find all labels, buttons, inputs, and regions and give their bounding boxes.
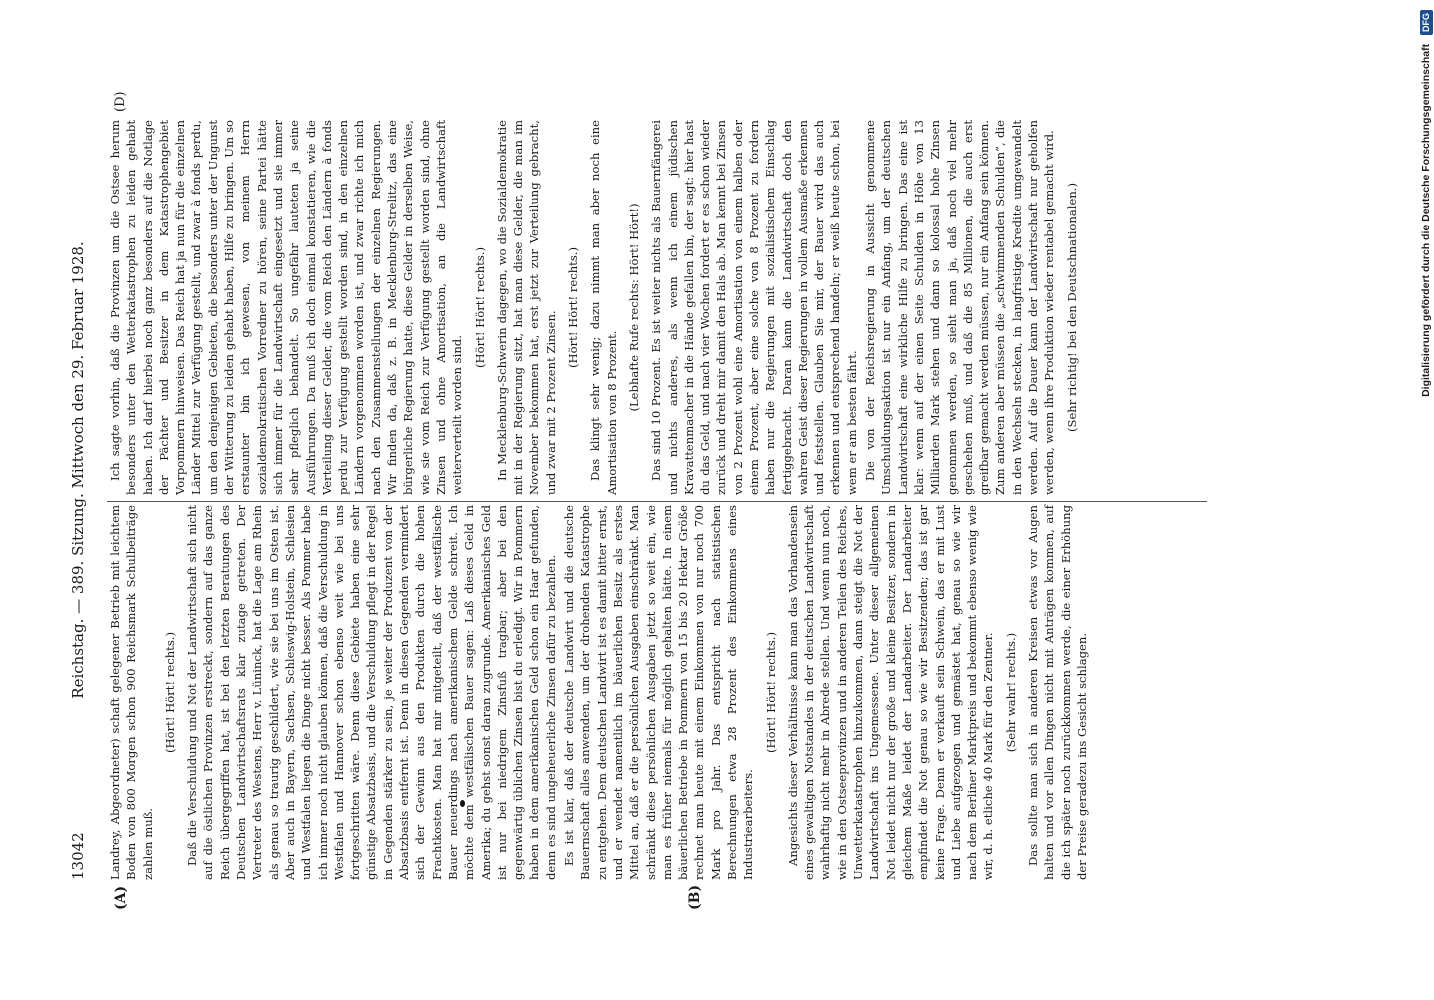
paragraph: In Mecklenburg-Schwerin dagegen, wo die Sozialdemokratie mit in der Regierung sitzt, hat man diese Gelder, die man im November bekommen hat, erst jetzt zur Verteilung gebracht, und zwar mit 2 Prozent Zinsen. — [494, 120, 558, 495]
digitization-credit — [1418, 6, 1434, 994]
margin-marker-d: (D) — [113, 91, 128, 112]
paragraph: Angesichts dieser Verhältnisse kann man das Vorhandensein eines gewaltigen Notstandes in der deutschen Landwirtschaft wahrhaftig nicht mehr in Abrede stellen. Und wenn nun noch, wie in den Ostseeprovinzen und in anderen Teilen des Reiches, Unwetterkatastrophen hinzukommen, dann steigt die Not der Landwirtschaft ins Ungemessene. Unter dieser allgemeinen Not leidet nicht nur der große und kleine Besitzer, sondern in gleichem Maße leidet der Landarbeiter. Der Landarbeiter empfindet die Not genau so wie wir Besitzenden; das ist gar keine Frage. Denn er verkauft sein Schwein, das er mit Lust und Liebe aufgezogen und gemästet hat, genau so wie wir nach dem Berliner Marktpreis und bekommt ebenso wenig wie wir, d. h. etliche 40 Mark für den Zentner. — [785, 505, 996, 880]
margin-marker-b: (B) — [687, 884, 703, 910]
paragraph: Die von der Reichsregierung in Aussicht genommene Umschuldungsaktion ist nur ein Anfang, um der deutschen Landwirtschaft eine wirkliche Hilfe zu bringen. Das eine ist klar: wenn auf der einen Seite Schulden in Höhe von 13 Milliarden Mark stehen und dann so kolossal hohe Zinsen genommen werden, so sieht man ja, daß noch viel mehr geschehen muß, und daß die 85 Millionen, die auch erst greifbar gemacht werden müssen, nur ein Anfang sein können. Zum anderen aber müssen die „schwimmenden Schulden“, die in den Wechseln stecken, in langfristige Kredite umgewandelt werden. Auf die Dauer kann der Landwirtschaft nur geholfen werden, wenn ihre Produktion wieder rentabel gemacht wird. — [863, 120, 1057, 495]
paragraph: Landrey, Abgeordneter) schaft gelegener Betrieb mit leichtem Boden von 800 Morgen schon 900 Reichsmark Schulbeiträge zahlen muß. — [108, 505, 155, 880]
paragraph: Daß die Verschuldung und Not der Landwirtschaft sich nicht auf die östlichen Provinzen erstreckt, sondern auf das ganze Reich übergegriffen hat, ist bei den letzten Beratungen des Deutschen Landwirtschaftsrats klar zutage getreten. Der Vertreter des Westens, Herr v. Lüninck, hat die Lage am Rhein als genau so traurig geschildert, wie sie bei uns im Osten ist. Aber auch in Bayern, Sachsen, Schleswig-Holstein, Schlesien und Westfalen liegen die Dinge nicht besser. Als Pommer habe ich immer noch nicht glauben können, daß die Verschuldung in Westfalen und Hannover schon ebenso weit wie bei uns fortgeschritten wäre. Denn diese Gebiete haben eine sehr günstige Absatzbasis, und die Verschuldung pflegt in der Regel in Gegenden stärker zu sein, je weiter der Produzent von der Absatzbasis entfernt ist. Denn in diesen Gegenden vermindert sich der Gewinn aus den Produkten durch die hohen Frachtkosten. Man hat mir mitgeteilt, daß der westfälische Bauer neuerdings nach amerikanischem Gelde schreit. Ich möchte dem westfälischen Bauer sagen: Laß dieses Geld in Amerika; du gehst sonst daran zugrunde. Amerikanisches Geld ist nur bei niedrigem Zinsfuß tragbar; aber bei den gegenwärtig üblichen Zinsen bist du erledigt. Wir in Pommern haben in dem amerikanischen Geld schon ein Haar gefunden, denn es sind ungeheuerliche Zinsen dafür zu bezahlen. — [185, 505, 558, 880]
margin-marker-a: (A) — [113, 885, 129, 910]
interjection: (Sehr richtig! bei den Deutschnationalen.) — [1064, 182, 1079, 433]
right-column — [107, 120, 1086, 495]
paragraph: Das sollte man sich in anderen Kreisen etwas vor Augen halten und vor allen Dingen nicht mit Anträgen kommen, auf die ich später noch zurückkommen werde, die einer Erhöhung der Preise geradezu ins Gesicht schlagen. — [1026, 505, 1089, 880]
paragraph: Das klingt sehr wenig; dazu nimmt man aber noch eine Amortisation von 8 Prozent. — [588, 120, 619, 495]
credit-text: Digitalisierung gefördert durch die Deutsche Forschungsgemeinschaft — [1420, 43, 1432, 397]
interjection: (Hört! Hört! rechts.) — [472, 247, 487, 368]
interjection: (Sehr wahr! rechts.) — [1003, 632, 1018, 753]
paragraph: Das sind 10 Prozent. Es ist weiter nichts als Bauernfängerei und nichts anderes, als wenn ich einem jüdischen Kravattenmacher in die Hände gefallen bin, der sagt: hier hast du das Geld, und nach vier Wochen fordert er es schon wieder zurück und dreht mir damit den Hals ab. Man kennt bei Zinsen von 2 Prozent wohl eine Amortisation von einem halben oder einem Prozent, aber eine solche von 8 Prozent zu fordern haben nur die Regierungen mit sozialistischem Einschlag fertiggebracht. Daran kann die Landwirtschaft doch den wahren Geist dieser Regierungen in vollem Ausmaße erkennen und feststellen. Glauben Sie mir, der Bauer wird das auch erkennen und entsprechend handeln; er weiß heute schon, bei wem er am besten fährt. — [649, 120, 859, 495]
interjection: (Hört! Hört! rechts.) — [162, 632, 177, 753]
column-divider — [107, 501, 1207, 502]
left-column — [107, 505, 1092, 880]
page-title: Reichstag. — 389. Sitzung. Mittwoch den 29. Februar 1928. — [69, 241, 87, 699]
interjection: (Hört! Hört! rechts.) — [763, 632, 778, 753]
interjection: (Hört! Hört! rechts.) — [566, 247, 581, 368]
paragraph: Es ist klar, daß der deutsche Landwirt und die deutsche Bauernschaft alles anwenden, um der drohenden Katastrophe zu entgehen. Dem deutschen Landwirt ist es damit bitter ernst, und er wendet namentlich im bäuerlichen Besitz als erstes Mittel an, daß er die persönlichen Ausgaben einschränkt. Man schränkt diese persönlichen Ausgaben jetzt so weit ein, wie man es früher niemals für möglich gehalten hätte. In einem bäuerlichen Betriebe in Pommern von 15 bis 20 Hektar Größe rechnet man heute mit einem Einkommen von nur noch 700 Mark pro Jahr. Das entspricht nach statistischen Berechnungen etwa 28 Prozent des Einkommens eines Industriearbeiters. — [562, 505, 756, 880]
dfg-logo: DFG — [1420, 10, 1433, 35]
page-number: 13042 — [69, 832, 87, 880]
interjection: (Lebhafte Rufe rechts: Hört! Hört!) — [626, 203, 641, 412]
paragraph: Ich sagte vorhin, daß die Provinzen um die Ostsee herum besonders unter den Wetterkatastrophen zu leiden gehabt haben. Ich darf hierbei noch ganz besonders auf die Notlage der Pächter und Besitzer in dem Katastrophengebiet Vorpommern hinweisen. Das Reich hat ja nun für die einzelnen Länder Mittel zur Verfügung gestellt, und zwar à fonds perdu, um den denjenigen Gebieten, die besonders unter der Ungunst der Witterung zu leiden gehabt haben, Hilfe zu bringen. Um so erstaunter bin ich gewesen, von meinem Herrn sozialdemokratischen Vorredner zu hören, seine Partei hätte sich immer für die Landwirtschaft eingesetzt und sie immer sehr pfleglich behandelt. So ungefähr lauteten ja seine Ausführungen. Da muß ich doch einmal konstatieren, wie die Verteilung dieser Gelder, die vom Reich den Ländern à fonds perdu zur Verfügung gestellt worden sind, in den einzelnen Ländern vorgenommen worden ist, und zwar richte ich mich nach den Zusammenstellungen der einzelnen Regierungen. Wir finden da, daß z. B. in Mecklenburg-Strelitz, das eine bürgerliche Regierung hatte, diese Gelder in derselben Weise, wie sie vom Reich zur Verfügung gestellt worden sind, ohne Zinsen und ohne Amortisation, an die Landwirtschaft weiterverteilt worden sind. — [108, 120, 465, 495]
page-header — [65, 120, 91, 880]
rotated-page-content — [47, 80, 1387, 920]
